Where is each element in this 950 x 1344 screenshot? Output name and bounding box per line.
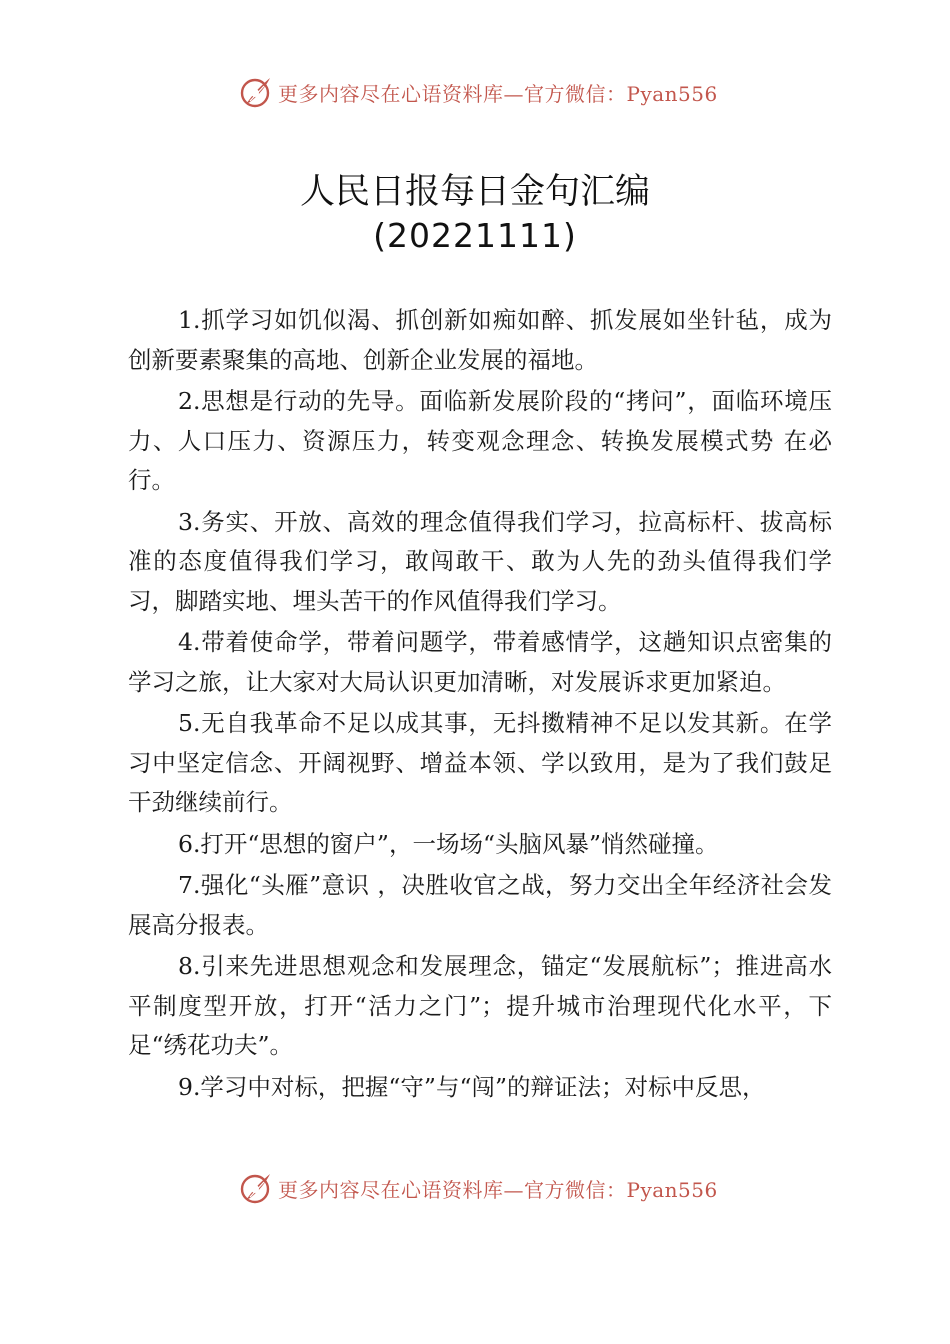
banner-text: 更多内容尽在心语资料库—官方微信：Pyan556 (278, 81, 718, 106)
quill-logo-icon (238, 1170, 274, 1206)
document-body (128, 301, 832, 1109)
footer-banner (238, 1168, 718, 1208)
banner-text: 更多内容尽在心语资料库—官方微信：Pyan556 (278, 1177, 718, 1202)
quote-item-6: 6.打开“思想的窗户”，一场场“头脑风暴”悄然碰撞。 (178, 829, 719, 858)
quote-item-9: 9.学习中对标，把握“守”与“闯”的辩证法；对标中反思， (178, 1072, 766, 1101)
quill-logo-icon (238, 74, 274, 110)
quote-item-7: 7.强化“头雁”意识 ，决胜收官之战，努力交出全年经济社会发展高分报表。 (128, 871, 832, 939)
quote-item-1: 1.抓学习如饥似渴、抓创新如痴如醉、抓发展如坐针毡，成为创新要素聚集的高地、创新企业发展的福地。 (128, 306, 832, 374)
header-banner (238, 72, 718, 112)
quote-item-5: 5.无自我革命不足以成其事，无抖擞精神不足以发其新。在学习中坚定信念、开阔视野、增益本领、学以致用，是为了我们鼓足干劲继续前行。 (128, 709, 832, 816)
title-block (0, 170, 950, 258)
quote-item-8: 8.引来先进思想观念和发展理念，锚定“发展航标”；推进高水平制度型开放，打开“活力之门”；提升城市治理现代化水平，下足“绣花功夫”。 (128, 952, 832, 1059)
quote-item-3: 3.务实、开放、高效的理念值得我们学习，拉高标杆、拔高标准的态度值得我们学习，敢闯敢干、敢为人先的劲头值得我们学习，脚踏实地、埋头苦干的作风值得我们学习。 (128, 507, 832, 615)
document-title: 人民日报每日金句汇编 (299, 172, 650, 212)
document-date: (20221111) (373, 216, 577, 255)
quote-item-2: 2.思想是行动的先导。面临新发展阶段的“拷问”，面临环境压力、人口压力、资源压力，转变观念理念、转换发展模式势 在必行。 (128, 387, 832, 494)
quote-item-4: 4.带着使命学，带着问题学，带着感情学，这趟知识点密集的学习之旅，让大家对大局认识更加清晰，对发展诉求更加紧迫。 (128, 628, 832, 696)
